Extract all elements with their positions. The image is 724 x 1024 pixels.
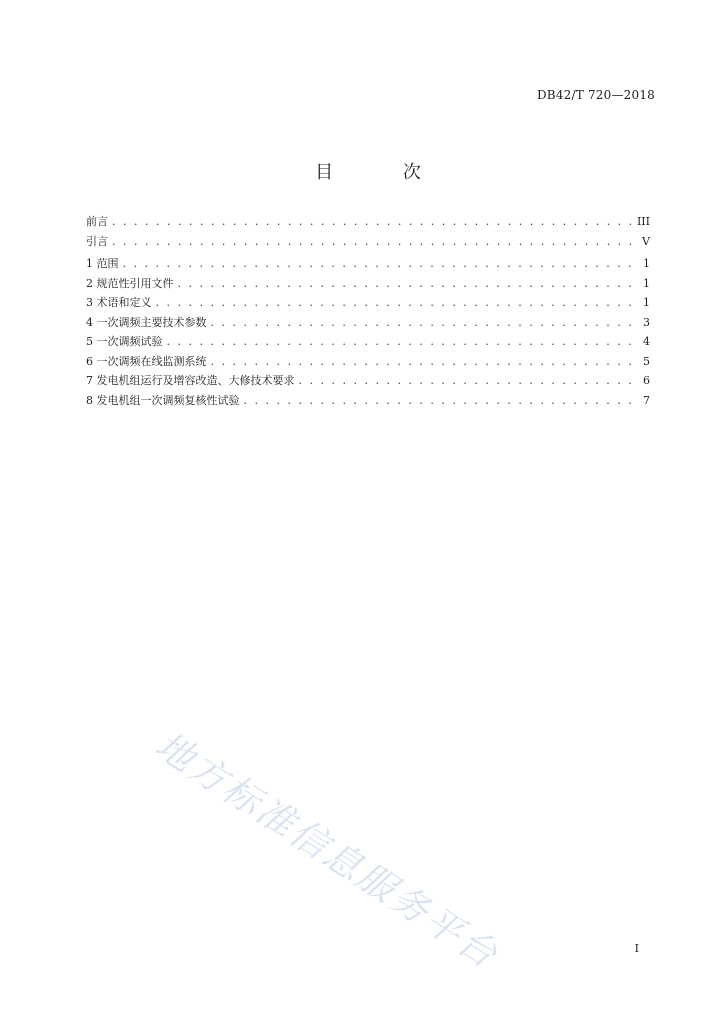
page-number: I (634, 942, 639, 955)
toc-entry-page: 1 (643, 257, 650, 270)
toc-entry-introduction[interactable] (86, 233, 650, 253)
toc-entry-page: 7 (643, 393, 650, 407)
toc-leader-dots (156, 296, 639, 309)
toc-entry-online-monitoring[interactable] (86, 353, 650, 373)
toc-entry-label: 6 一次调频在线监测系统 (86, 354, 207, 368)
toc-leader-dots (112, 235, 638, 248)
toc-entry-page: 5 (643, 354, 650, 368)
toc-leader-dots (211, 355, 639, 368)
toc-entry-label: 1 范围 (86, 257, 119, 270)
toc-entry-label: 8 发电机组一次调频复核性试验 (86, 393, 240, 407)
toc-entry-label: 3 术语和定义 (86, 296, 152, 309)
toc-entry-label: 引言 (86, 234, 108, 248)
toc-entry-label: 4 一次调频主要技术参数 (86, 315, 207, 329)
toc-entry-page: 1 (643, 296, 650, 309)
toc-entry-page: III (636, 215, 650, 228)
toc-entry-label: 前言 (86, 215, 108, 228)
watermark-text: 地方标准信息服务平台 (147, 723, 507, 978)
toc-leader-dots (112, 215, 633, 228)
toc-entry-operation-requirements[interactable] (86, 372, 650, 392)
toc-entry-foreword[interactable] (86, 213, 650, 233)
toc-leader-dots (211, 316, 639, 329)
toc-leader-dots (299, 374, 639, 387)
toc-entry-page: 6 (643, 374, 650, 387)
toc-entry-normative-references[interactable] (86, 275, 650, 295)
table-of-contents (86, 213, 650, 411)
document-code: DB42/T 720—2018 (536, 88, 655, 102)
toc-leader-dots (178, 277, 639, 290)
toc-entry-page: V (642, 234, 650, 248)
toc-entry-scope[interactable] (86, 255, 650, 275)
toc-entry-review-test[interactable] (86, 392, 650, 412)
toc-leader-dots (123, 257, 639, 270)
toc-entry-page: 1 (643, 276, 650, 290)
toc-entry-label: 5 一次调频试验 (86, 335, 163, 348)
toc-entry-label: 7 发电机组运行及增容改造、大修技术要求 (86, 374, 295, 387)
toc-entry-frequency-test[interactable] (86, 333, 650, 353)
toc-entry-terms-definitions[interactable] (86, 294, 650, 314)
toc-entry-page: 4 (643, 335, 650, 348)
toc-leader-dots (244, 394, 639, 407)
toc-entry-technical-parameters[interactable] (86, 314, 650, 334)
toc-entry-label: 2 规范性引用文件 (86, 276, 174, 290)
toc-entry-page: 3 (643, 315, 650, 329)
toc-leader-dots (167, 335, 639, 348)
toc-title: 目 次 (315, 162, 453, 183)
